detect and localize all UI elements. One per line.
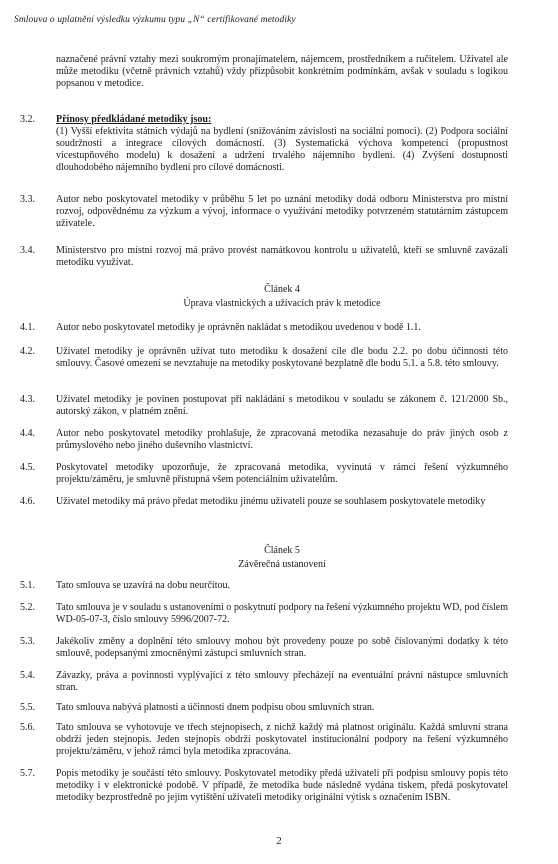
article-5-title: Článek 5 — [264, 545, 300, 556]
clause-text: Ministerstvo pro místní rozvoj má právo provést namátkovou kontrolu u uživatelů, kteří se smluvně zavázali metodiku využívat. — [56, 245, 508, 268]
clause-number: 5.4. — [20, 670, 35, 681]
clause-text: Autor nebo poskytovatel metodiky prohlašuje, že zpracovaná metodika nezasahuje do práv jiných osob z průmyslového nebo jiného duševního vlastnictví. — [56, 428, 508, 451]
clause-text: Tato smlouva je v souladu s ustanoveními o poskytnutí podpory na řešení výzkumného projektu WD, pod číslem WD-05-07-3, číslo smlouvy 5996/2007-72. — [56, 602, 508, 625]
clause-text — [56, 114, 508, 174]
clause-text: Tato smlouva se uzavírá na dobu neurčitou. — [56, 580, 230, 591]
clause-number: 5.1. — [20, 580, 35, 591]
clause-text: Tato smlouva se vyhotovuje ve třech stejnopisech, z nichž každý má platnost originálu. Každá smluvní strana obdrží jeden stejnopis. Jeden stejnopis obdrží poskytovatel institucionální podpory na řešení výzkumného projektu/záměru, v jehož rámci byla metodika zpracována. — [56, 722, 508, 757]
clause-text: Uživatel metodiky je povinen postupovat při nakládání s metodikou v souladu se zákonem č. 121/2000 Sb., autorský zákon, v platném znění. — [56, 394, 508, 417]
clause-number: 4.2. — [20, 346, 35, 357]
clause-number: 5.2. — [20, 602, 35, 613]
running-header: Smlouva o uplatnění výsledku výzkumu typu „N“ certifikované metodiky — [14, 15, 296, 25]
intro-paragraph: naznačené právní vztahy mezi soukromým pronajímatelem, nájemcem, prostředníkem a ručitelem. Uživatel ale může metodiku (včetně právních vztahů) vždy přizpůsobit konkrétním podmínkám, avšak v souladu s logikou popsanou v metodice. — [56, 54, 508, 89]
article-4-title: Článek 4 — [264, 284, 300, 295]
clause-number: 5.5. — [20, 702, 35, 713]
article-5-subtitle: Závěrečná ustanovení — [238, 559, 326, 570]
clause-number: 5.3. — [20, 636, 35, 647]
clause-number: 4.5. — [20, 462, 35, 473]
clause-number: 4.1. — [20, 322, 35, 333]
clause-text: Poskytovatel metodiky upozorňuje, že zpracovaná metodika, vyvinutá v rámci řešení výzkumného projektu/záměru, je smluvně přístupná všem potenciálním uživatelům. — [56, 462, 508, 485]
clause-number: 5.7. — [20, 768, 35, 779]
page-number: 2 — [276, 835, 282, 847]
clause-text: Jakékoliv změny a doplnění této smlouvy mohou být provedeny pouze po sobě číslovanými dodatky k této smlouvě, podepsanými zmocněnými zástupci smluvních stran. — [56, 636, 508, 659]
clause-heading: Přínosy předkládané metodiky jsou: — [56, 114, 212, 125]
clause-number: 3.4. — [20, 245, 35, 256]
clause-number: 3.3. — [20, 194, 35, 205]
clause-text: Uživatel metodiky má právo předat metodiku jinému uživateli pouze se souhlasem poskytovatele metodiky — [56, 496, 486, 507]
clause-text: Autor nebo poskytovatel metodiky je oprávněn nakládat s metodikou uvedenou v bodě 1.1. — [56, 322, 421, 333]
clause-text: Uživatel metodiky je oprávněn užívat tuto metodiku k dosažení cíle dle bodu 2.2. po dobu účinnosti této smlouvy. Časové omezení se nevztahuje na metodiky poskytované bezplatně dle bodu 5.1. a 5.8. této smlouvy. — [56, 346, 508, 369]
clause-number: 5.6. — [20, 722, 35, 733]
clause-text: Popis metodiky je součástí této smlouvy. Poskytovatel metodiky předá uživateli při podpisu smlouvy popis této metodiky i v elektronické podobě. V případě, že metodika bude následně vydána tiskem, předá poskytovatel metodiky bezprostředně po jejím vytištění uživateli metodiky originální výtisk s označením ISBN. — [56, 768, 508, 803]
clause-text: Autor nebo poskytovatel metodiky v průběhu 5 let po uznání metodiky dodá odboru Ministerstva pro místní rozvoj, odpovědnému za výzkum a vývoj, informace o využívání metodiky potvrzeném statutárním zástupcem uživatele. — [56, 194, 508, 229]
clause-text: Závazky, práva a povinnosti vyplývající z této smlouvy přecházejí na eventuální právní nástupce smluvních stran. — [56, 670, 508, 693]
clause-body: (1) Vyšší efektivita státních výdajů na bydlení (snižováním závislosti na sociální pomoci). (2) Podpora sociální soudržnosti a integrace cílových domácností. (3) Systematická výchova kompetencí (propustnost vícestupňového modelu) k dosažení a udržení trvalého nájemního bydlení. (4) Zvýšení dostupnosti dlouhodobého nájemního bydlení pro cílové domácnosti. — [56, 126, 508, 173]
clause-number: 3.2. — [20, 114, 35, 125]
clause-number: 4.3. — [20, 394, 35, 405]
article-4-subtitle: Úprava vlastnických a užívacích práv k metodice — [183, 298, 381, 309]
clause-number: 4.4. — [20, 428, 35, 439]
clause-text: Tato smlouva nabývá platnosti a účinnosti dnem podpisu obou smluvních stran. — [56, 702, 375, 713]
clause-number: 4.6. — [20, 496, 35, 507]
